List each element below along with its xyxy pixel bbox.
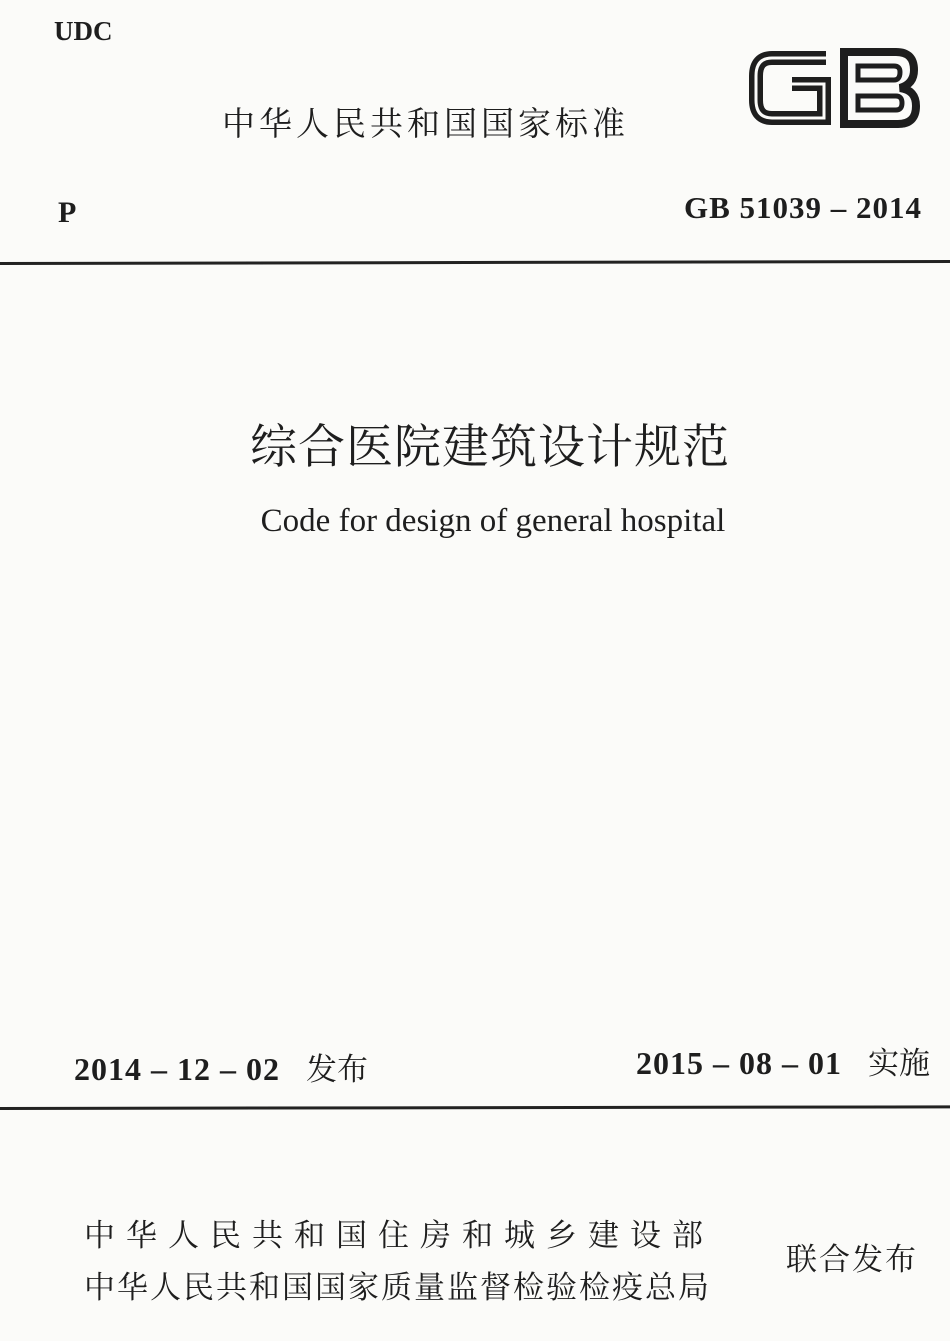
classification-code: P bbox=[58, 196, 77, 229]
implementation-action: 实施 bbox=[868, 1046, 930, 1082]
title-chinese: 综合医院建筑设计规范 bbox=[250, 422, 730, 474]
gb-logo-icon bbox=[748, 44, 924, 132]
bottom-divider bbox=[0, 1105, 950, 1110]
implementation-date-line bbox=[636, 1038, 930, 1083]
implementation-date: 2015 – 08 – 01 bbox=[636, 1045, 842, 1081]
joint-release-label: 联合发布 bbox=[786, 1242, 918, 1278]
issuer-ministry-housing: 中华人民共和国住房和城乡建设部 bbox=[84, 1218, 714, 1254]
udc-label: UDC bbox=[54, 16, 113, 46]
top-divider bbox=[0, 260, 950, 265]
issue-date-line bbox=[74, 1044, 368, 1089]
standard-number: GB 51039 – 2014 bbox=[683, 190, 922, 225]
national-standard-heading: 中华人民共和国国家标准 bbox=[222, 104, 629, 143]
title-english: Code for design of general hospital bbox=[260, 503, 726, 539]
issue-action: 发布 bbox=[306, 1052, 368, 1088]
issue-date: 2014 – 12 – 02 bbox=[74, 1051, 280, 1087]
issuer-quality-supervision: 中华人民共和国国家质量监督检验检疫总局 bbox=[84, 1270, 711, 1306]
